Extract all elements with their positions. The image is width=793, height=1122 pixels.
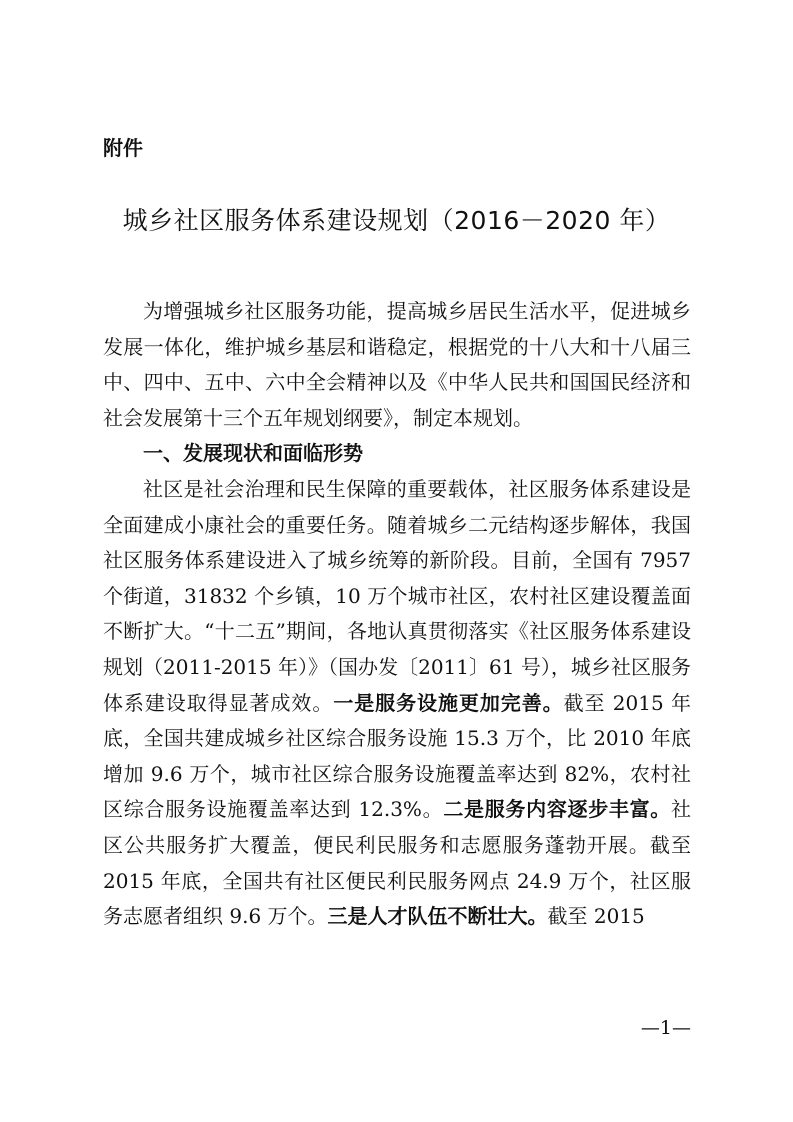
- bold-point-1: 一是服务设施更加完善。: [333, 690, 564, 715]
- bold-point-3: 三是人才队伍不断壮大。: [327, 904, 548, 929]
- attachment-label: 附件: [103, 136, 143, 160]
- section-heading: 一、发展现状和面临形势: [143, 441, 363, 466]
- bold-point-2: 二是服务内容逐步丰富。: [443, 797, 671, 822]
- document-body: [103, 294, 691, 935]
- document-title: 城乡社区服务体系建设规划（2016－2020 年）: [122, 206, 671, 235]
- paragraph-text: 截至 2015 年底，全国共建成城乡社区综合服务设施 15.3 万个，比 2010 年底增加 9.6 万个，城市社区综合服务设施覆盖率达到 82%，农村社区综合服务设施覆盖率达到 12.3%。: [103, 690, 691, 822]
- page-number: —1—: [640, 1017, 691, 1039]
- paragraph-text: 社区是社会治理和民生保障的重要载体，社区服务体系建设是全面建成小康社会的重要任务。随着城乡二元结构逐步解体，我国社区服务体系建设进入了城乡统筹的新阶段。目前，全国有 7957 个街道，31832 个乡镇，10 万个城市社区，农村社区建设覆盖面不断扩大。“十二五”期间，各地认真贯彻落实《社区服务体系建设规划（2011-2015 年）》（国办发〔2011〕61 号），城乡社区服务体系建设取得显著成效。: [103, 476, 691, 715]
- paragraph-text: 社区公共服务扩大覆盖，便民利民服务和志愿服务蓬勃开展。截至 2015 年底，全国共有社区便民利民服务网点 24.9 万个，社区服务志愿者组织 9.6 万个。: [103, 797, 691, 929]
- paragraph-text: 截至 2015: [547, 904, 645, 929]
- intro-paragraph: 为增强城乡社区服务功能，提高城乡居民生活水平，促进城乡发展一体化，维护城乡基层和谐稳定，根据党的十八大和十八届三中、四中、五中、六中全会精神以及《中华人民共和国国民经济和社会发展第十三个五年规划纲要》，制定本规划。: [103, 299, 691, 430]
- section-paragraph: [103, 472, 691, 935]
